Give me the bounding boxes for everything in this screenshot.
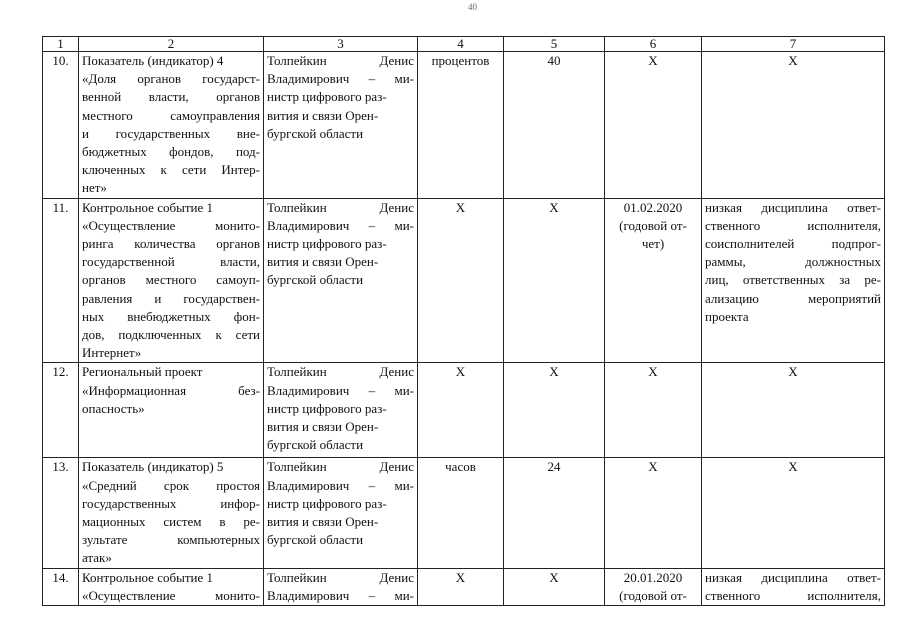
page-number: 40 <box>468 2 477 12</box>
item-name <box>79 568 264 605</box>
owner-line: Толпейкин Денис <box>267 199 414 215</box>
name-line: ных внебюджетных фон- <box>82 308 260 324</box>
risk-cell <box>702 52 885 199</box>
unit-cell: процентов <box>418 52 504 199</box>
date-line: чет) <box>641 236 665 252</box>
name-line: органов местного самоуп- <box>82 272 260 288</box>
responsible-person <box>264 363 418 458</box>
name-line: «Средний срок простоя <box>82 477 260 493</box>
risk-cell <box>702 198 885 363</box>
name-line: «Информационная без- <box>82 382 260 398</box>
name-line: равления и государствен- <box>82 290 260 306</box>
table-row <box>43 198 885 363</box>
name-line: «Осуществление монито- <box>82 587 260 603</box>
owner-line: Владимирович – ми- <box>267 71 414 87</box>
date-line: Х <box>648 53 658 68</box>
table-row <box>43 458 885 568</box>
date-line: 01.02.2020 <box>623 199 683 215</box>
owner-line: Владимирович – ми- <box>267 217 414 233</box>
name-line: Интернет» <box>82 345 142 361</box>
item-name <box>79 52 264 199</box>
name-line: Контрольное событие 1 <box>82 569 213 585</box>
name-line: нет» <box>82 180 107 196</box>
risk-line: Х <box>788 364 798 380</box>
row-number: 11. <box>43 198 79 363</box>
owner-line: вития и связи Орен- <box>267 254 379 270</box>
table-row <box>43 568 885 605</box>
owner-line: бургской области <box>267 272 364 288</box>
name-line: Региональный проект <box>82 364 203 380</box>
unit-cell: часов <box>418 458 504 568</box>
report-table <box>42 36 885 606</box>
name-line: государственной власти, <box>82 254 260 270</box>
owner-line: Толпейкин Денис <box>267 53 414 68</box>
name-line: мационных систем в ре- <box>82 514 260 530</box>
name-line: опасность» <box>82 400 145 416</box>
name-line: «Осуществление монито- <box>82 217 260 233</box>
owner-line: нистр цифрового раз- <box>267 236 387 252</box>
risk-line: ственного исполнителя, <box>705 587 881 603</box>
date-cell <box>605 52 702 199</box>
owner-line: Толпейкин Денис <box>267 569 414 585</box>
risk-cell <box>702 568 885 605</box>
responsible-person <box>264 52 418 199</box>
date-cell <box>605 363 702 458</box>
unit-cell: Х <box>418 568 504 605</box>
name-line: Показатель (индикатор) 5 <box>82 459 224 475</box>
item-name <box>79 198 264 363</box>
risk-line: ственного исполнителя, <box>705 217 881 233</box>
name-line: Показатель (индикатор) 4 <box>82 53 224 68</box>
owner-line: бургской области <box>267 532 364 548</box>
column-number-row <box>43 37 885 52</box>
risk-line: ализацию мероприятий <box>705 290 881 306</box>
date-line: Х <box>648 459 658 475</box>
row-number: 12. <box>43 363 79 458</box>
date-cell <box>605 458 702 568</box>
row-number: 13. <box>43 458 79 568</box>
item-name <box>79 363 264 458</box>
risk-line: низкая дисциплина ответ- <box>705 569 881 585</box>
risk-cell <box>702 363 885 458</box>
owner-line: вития и связи Орен- <box>267 514 379 530</box>
risk-cell <box>702 458 885 568</box>
column-number: 7 <box>702 37 885 52</box>
column-number: 2 <box>79 37 264 52</box>
item-name <box>79 458 264 568</box>
owner-line: вития и связи Орен- <box>267 419 379 435</box>
value-cell: Х <box>504 198 605 363</box>
date-line: (годовой от- <box>619 217 687 233</box>
name-line: атак» <box>82 550 112 566</box>
unit-cell: Х <box>418 198 504 363</box>
name-line: дов, подключенных к сети <box>82 327 260 343</box>
row-number: 14. <box>43 568 79 605</box>
value-cell: Х <box>504 568 605 605</box>
name-line: государственных инфор- <box>82 495 260 511</box>
risk-line: низкая дисциплина ответ- <box>705 199 881 215</box>
owner-line: бургской области <box>267 125 364 141</box>
owner-line: Толпейкин Денис <box>267 459 414 475</box>
responsible-person <box>264 198 418 363</box>
date-line: 20.01.2020 <box>623 569 683 585</box>
column-number: 4 <box>418 37 504 52</box>
owner-line: Владимирович – ми- <box>267 382 414 398</box>
owner-line: вития и связи Орен- <box>267 107 379 123</box>
column-number: 5 <box>504 37 605 52</box>
value-cell: Х <box>504 363 605 458</box>
risk-line: проекта <box>705 308 749 324</box>
name-line: ринга количества органов <box>82 236 260 252</box>
value-cell: 40 <box>504 52 605 199</box>
owner-line: бургской области <box>267 437 364 453</box>
name-line: «Доля органов государст- <box>82 71 260 87</box>
table-row <box>43 52 885 199</box>
risk-line: соисполнителей подпрог- <box>705 236 881 252</box>
name-line: и государственных вне- <box>82 125 260 141</box>
risk-line: лиц, ответственных за ре- <box>705 272 881 288</box>
name-line: местного самоуправления <box>82 107 260 123</box>
risk-line: Х <box>788 459 798 475</box>
row-number: 10. <box>43 52 79 199</box>
unit-cell: Х <box>418 363 504 458</box>
value-cell: 24 <box>504 458 605 568</box>
date-cell <box>605 568 702 605</box>
owner-line: нистр цифрового раз- <box>267 400 387 416</box>
column-number: 3 <box>264 37 418 52</box>
name-line: венной власти, органов <box>82 89 260 105</box>
name-line: Контрольное событие 1 <box>82 199 213 215</box>
owner-line: Толпейкин Денис <box>267 364 414 380</box>
owner-line: Владимирович – ми- <box>267 477 414 493</box>
column-number: 1 <box>43 37 79 52</box>
name-line: бюджетных фондов, под- <box>82 144 260 160</box>
date-line: (годовой от- <box>619 587 687 603</box>
name-line: ключенных к сети Интер- <box>82 162 260 178</box>
risk-line: Х <box>788 53 798 68</box>
owner-line: нистр цифрового раз- <box>267 495 387 511</box>
name-line: зультате компьютерных <box>82 532 260 548</box>
date-line: Х <box>648 364 658 380</box>
column-number: 6 <box>605 37 702 52</box>
date-cell <box>605 198 702 363</box>
table-row <box>43 363 885 458</box>
risk-line: раммы, должностных <box>705 254 881 270</box>
owner-line: нистр цифрового раз- <box>267 89 387 105</box>
responsible-person <box>264 568 418 605</box>
owner-line: Владимирович – ми- <box>267 587 414 603</box>
responsible-person <box>264 458 418 568</box>
